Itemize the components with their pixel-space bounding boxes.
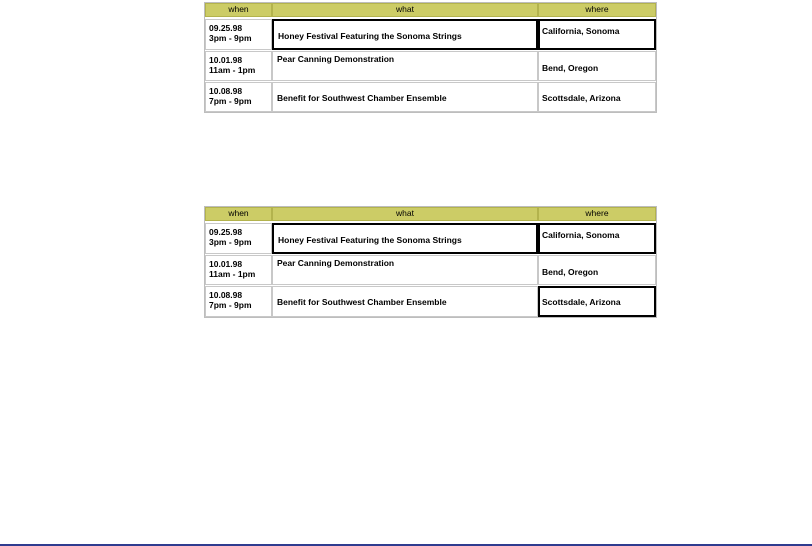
- when-cell: 10.01.98 11am - 1pm: [205, 255, 272, 285]
- header-when: when: [205, 207, 272, 221]
- what-cell: Benefit for Southwest Chamber Ensemble: [272, 82, 538, 112]
- header-what: what: [272, 3, 538, 17]
- header-what: what: [272, 207, 538, 221]
- where-cell[interactable]: California, Sonoma: [538, 223, 656, 254]
- header-where: where: [538, 207, 656, 221]
- header-where: where: [538, 3, 656, 17]
- what-cell[interactable]: Honey Festival Featuring the Sonoma Strings: [272, 223, 538, 254]
- when-cell: 10.08.98 7pm - 9pm: [205, 286, 272, 317]
- where-cell: Bend, Oregon: [538, 255, 656, 285]
- where-cell[interactable]: California, Sonoma: [538, 19, 656, 50]
- what-cell: Pear Canning Demonstration: [272, 51, 538, 81]
- where-cell: Bend, Oregon: [538, 51, 656, 81]
- when-cell: 09.25.98 3pm - 9pm: [205, 223, 272, 254]
- events-table-1: [204, 2, 657, 113]
- when-cell: 10.08.98 7pm - 9pm: [205, 82, 272, 112]
- where-cell: Scottsdale, Arizona: [538, 82, 656, 112]
- header-when: when: [205, 3, 272, 17]
- what-cell: Benefit for Southwest Chamber Ensemble: [272, 286, 538, 317]
- where-cell[interactable]: Scottsdale, Arizona: [538, 286, 656, 317]
- what-cell[interactable]: Honey Festival Featuring the Sonoma Strings: [272, 19, 538, 50]
- events-table-2: [204, 206, 657, 318]
- when-cell: 10.01.98 11am - 1pm: [205, 51, 272, 81]
- when-cell: 09.25.98 3pm - 9pm: [205, 19, 272, 50]
- what-cell: Pear Canning Demonstration: [272, 255, 538, 285]
